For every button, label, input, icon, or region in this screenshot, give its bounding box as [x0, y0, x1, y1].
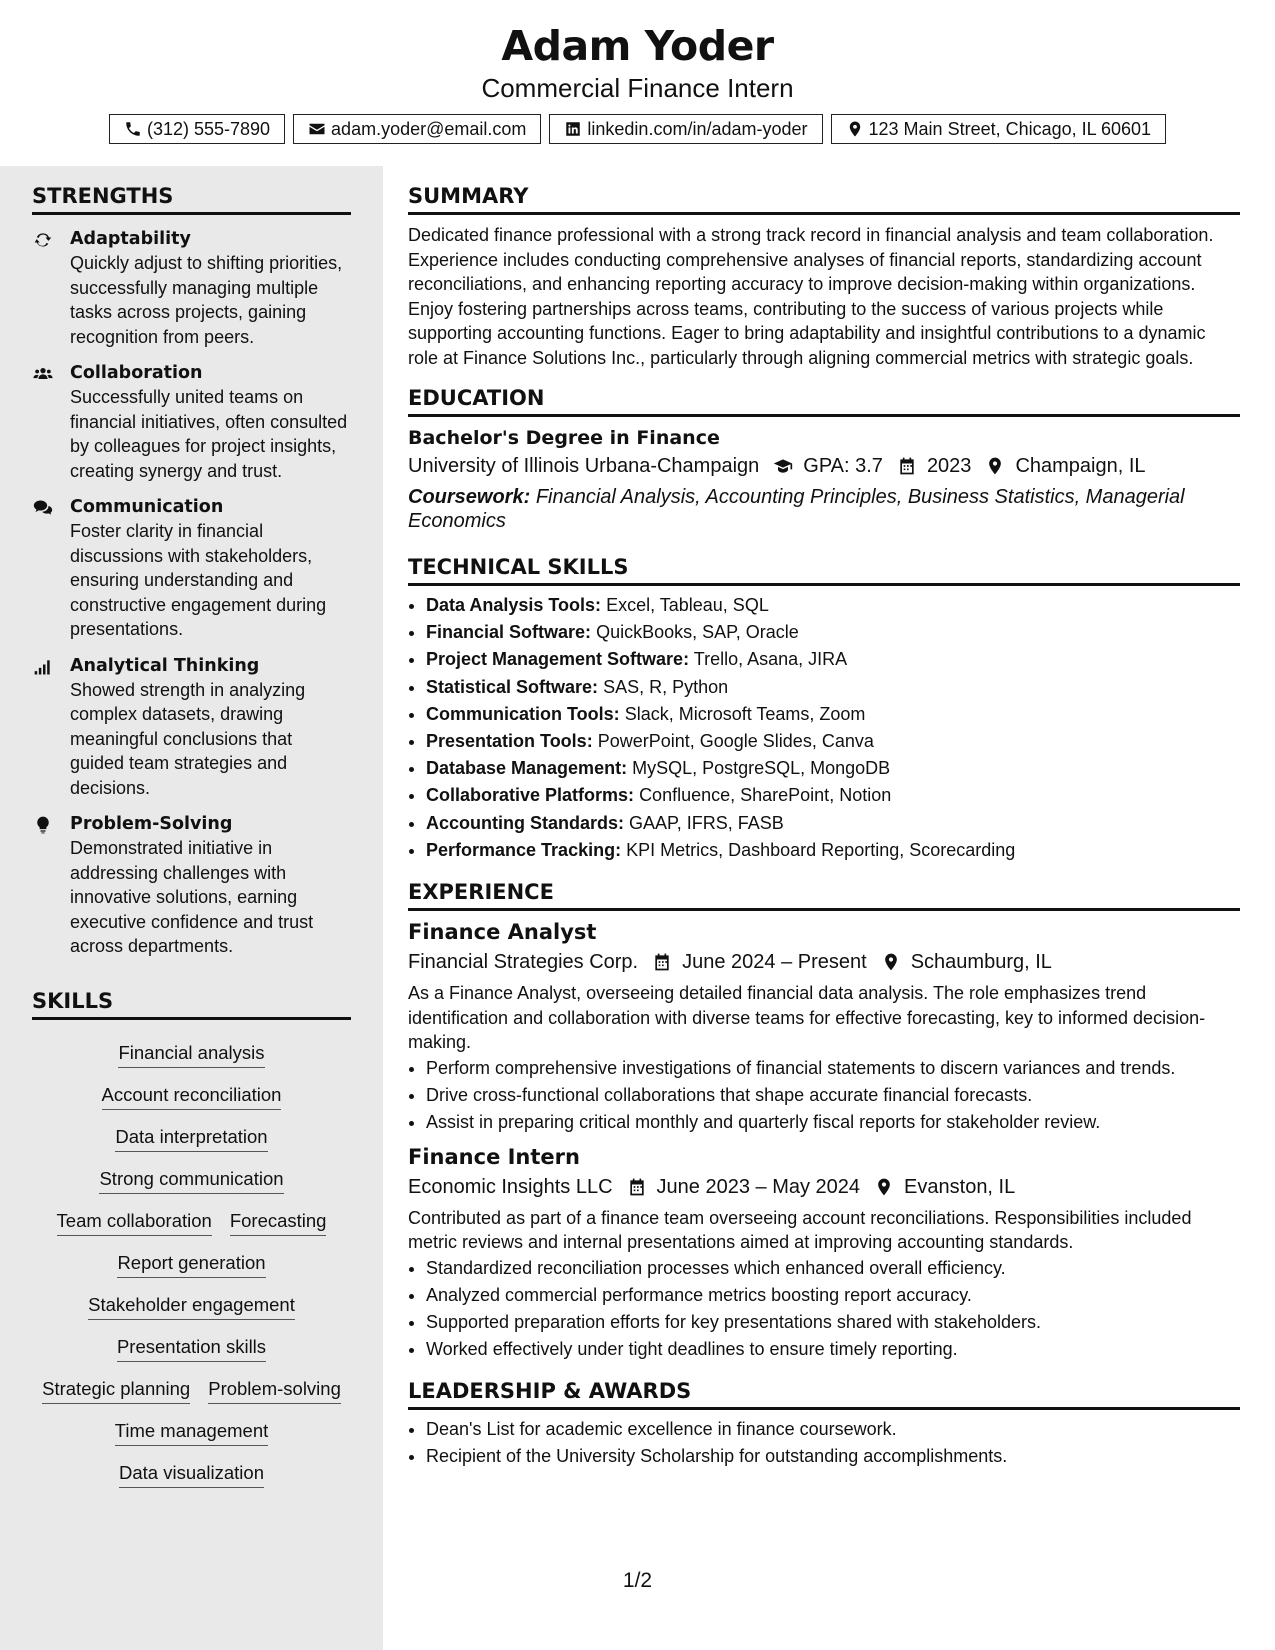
- skill-value: Trello, Asana, JIRA: [693, 649, 848, 670]
- job-title: Finance Analyst: [408, 920, 597, 945]
- address-text: 123 Main Street, Chicago, IL 60601: [868, 119, 1152, 139]
- skill-label: Financial Software:: [426, 622, 592, 643]
- strength-item: [32, 495, 351, 642]
- contact-address[interactable]: [831, 114, 1167, 144]
- list-item: • Supported preparation efforts for key presentations shared with stakeholders.: [426, 1309, 1240, 1336]
- refresh-icon: [32, 230, 54, 250]
- list-item: [426, 782, 1240, 809]
- skill-label: Data Analysis Tools:: [426, 595, 602, 615]
- strength-item: [32, 654, 351, 801]
- job-dates: June 2023 – May 2024: [656, 1175, 861, 1198]
- graduation-cap-icon: [773, 456, 793, 476]
- graduation-year: 2023: [926, 455, 972, 477]
- skill-value: GAAP, IFRS, FASB: [629, 812, 784, 833]
- list-item: [426, 646, 1240, 673]
- linkedin-icon: [564, 120, 582, 138]
- degree-title: Bachelor's Degree in Finance: [408, 427, 720, 449]
- skill-tag: Report generation: [117, 1250, 265, 1278]
- list-item: • Standardized reconciliation processes which enhanced overall efficiency.: [426, 1255, 1240, 1282]
- skill-value: MySQL, PostgreSQL, MongoDB: [632, 758, 891, 779]
- strength-item: [32, 227, 351, 349]
- strengths-heading: STRENGTHS: [32, 182, 351, 215]
- skill-label: Presentation Tools:: [426, 731, 593, 752]
- coursework: [408, 485, 1240, 533]
- list-item: [426, 810, 1240, 837]
- skill-label: Collaborative Platforms:: [426, 785, 635, 806]
- skill-value: SAS, R, Python: [603, 676, 729, 697]
- list-item: • Worked effectively under tight deadlines to ensure timely reporting.: [426, 1336, 1240, 1363]
- skill-tag: Problem-solving: [208, 1376, 341, 1404]
- coursework-label: Coursework:: [408, 486, 531, 508]
- skill-value: Slack, Microsoft Teams, Zoom: [624, 703, 866, 724]
- experience-heading: EXPERIENCE: [408, 878, 1240, 911]
- list-item: [426, 837, 1240, 864]
- list-item: [426, 674, 1240, 701]
- skill-label: Database Management:: [426, 758, 628, 779]
- candidate-title: Commercial Finance Intern: [481, 73, 794, 103]
- phone-text: (312) 555-7890: [146, 119, 271, 139]
- main-column: [408, 166, 1240, 1470]
- skill-value: Excel, Tableau, SQL: [606, 595, 769, 615]
- strength-title: Problem-Solving: [70, 814, 233, 834]
- list-item: • Dean's List for academic excellence in finance coursework.: [426, 1416, 1240, 1443]
- contact-bar: [0, 114, 1275, 144]
- skill-tag: Presentation skills: [117, 1334, 266, 1362]
- list-item: • Recipient of the University Scholarship for outstanding accomplishments.: [426, 1443, 1240, 1470]
- job-entry: [408, 1142, 1240, 1363]
- job-meta: [408, 1172, 1240, 1202]
- map-marker-icon: [881, 952, 901, 972]
- skill-tag: Stakeholder engagement: [88, 1292, 295, 1320]
- strength-desc: Showed strength in analyzing complex datasets, drawing meaningful conclusions that guided team strategies and decisions.: [70, 679, 306, 798]
- summary-text: Dedicated finance professional with a strong track record in financial analysis and team collaboration. Experience includes conducting comprehensive analyses of financial reports, standardizing account reconciliations, and enhancing reporting accuracy to improve decision-making within organizations. Enjoy fostering partnerships across teams, contributing to the success of various projects while supporting accounting functions. Eager to bring adaptability and insightful contributions to a dynamic role at Finance Solutions Inc., particularly through aligning commercial metrics with strategic goals.: [408, 225, 1214, 368]
- job-bullets: [408, 1255, 1240, 1363]
- strength-desc: Foster clarity in financial discussions with stakeholders, ensuring understanding and constructive engagement during presentations.: [70, 521, 327, 639]
- strength-desc: Quickly adjust to shifting priorities, successfully managing multiple tasks across projects, gaining recognition from peers.: [70, 253, 343, 347]
- school-location: Champaign, IL: [1015, 455, 1146, 477]
- skills-list: [32, 1028, 351, 1488]
- gpa: GPA: 3.7: [803, 455, 883, 477]
- envelope-icon: [308, 120, 326, 138]
- users-icon: [32, 364, 54, 384]
- strength-title: Adaptability: [70, 229, 191, 249]
- skill-label: Accounting Standards:: [426, 812, 625, 833]
- strength-title: Analytical Thinking: [70, 655, 260, 676]
- list-item: [426, 728, 1240, 755]
- page-number: 1/2: [622, 1569, 653, 1592]
- list-item: • Analyzed commercial performance metrics boosting report accuracy.: [426, 1282, 1240, 1309]
- comments-icon: [32, 498, 54, 518]
- linkedin-text: linkedin.com/in/adam-yoder: [587, 119, 808, 139]
- skill-tag: Financial analysis: [118, 1040, 264, 1068]
- strength-desc: Demonstrated initiative in addressing challenges with innovative solutions, earning executive confidence and trust across departments.: [70, 838, 314, 956]
- map-marker-icon: [846, 120, 864, 138]
- calendar-icon: [652, 952, 672, 972]
- contact-linkedin[interactable]: [549, 114, 822, 144]
- skill-tag: Forecasting: [230, 1208, 327, 1236]
- resume-header: [0, 0, 1275, 144]
- technical-skills-heading: TECHNICAL SKILLS: [408, 553, 1240, 586]
- skill-value: QuickBooks, SAP, Oracle: [596, 622, 799, 643]
- list-item: • Drive cross-functional collaborations that shape accurate financial forecasts.: [426, 1082, 1240, 1109]
- calendar-icon: [627, 1177, 647, 1197]
- skill-tag: Data visualization: [119, 1460, 264, 1488]
- education-meta: [408, 451, 1240, 481]
- job-location: Schaumburg, IL: [910, 951, 1052, 974]
- summary-heading: SUMMARY: [408, 182, 1240, 215]
- skill-tag: Time management: [115, 1418, 269, 1446]
- leadership-heading: LEADERSHIP & AWARDS: [408, 1377, 1240, 1410]
- school-name: University of Illinois Urbana-Champaign: [408, 455, 760, 477]
- contact-phone[interactable]: [109, 114, 285, 144]
- skill-tag: Account reconciliation: [102, 1082, 282, 1110]
- email-text: adam.yoder@email.com: [331, 119, 527, 139]
- list-item: [426, 619, 1240, 646]
- job-location: Evanston, IL: [904, 1175, 1016, 1198]
- job-title: Finance Intern: [408, 1144, 580, 1169]
- job-dates: June 2024 – Present: [682, 951, 867, 974]
- coursework-list: Financial Analysis, Accounting Principles, Business Statistics, Managerial Economics: [408, 486, 1185, 532]
- technical-skills-list: [408, 592, 1240, 864]
- lightbulb-icon: [32, 815, 54, 835]
- leadership-list: [408, 1416, 1240, 1470]
- company-name: Financial Strategies Corp.: [408, 951, 639, 974]
- job-meta: [408, 947, 1240, 977]
- candidate-name: Adam Yoder: [501, 22, 774, 70]
- skill-label: Performance Tracking:: [426, 839, 622, 860]
- sidebar: [0, 166, 383, 1650]
- job-bullets: [408, 1055, 1240, 1136]
- phone-icon: [124, 120, 142, 138]
- list-item: [426, 755, 1240, 782]
- skill-label: Communication Tools:: [426, 703, 620, 724]
- calendar-icon: [897, 456, 917, 476]
- skill-tag: Data interpretation: [115, 1124, 267, 1152]
- strength-title: Collaboration: [70, 363, 203, 383]
- list-item: • Assist in preparing critical monthly and quarterly fiscal reports for stakeholder review.: [426, 1109, 1240, 1136]
- list-item: [426, 701, 1240, 728]
- company-name: Economic Insights LLC: [408, 1175, 613, 1198]
- skill-label: Project Management Software:: [426, 649, 690, 670]
- skill-tag: Strategic planning: [42, 1376, 190, 1404]
- strength-item: [32, 361, 351, 483]
- skill-tag: Team collaboration: [57, 1208, 212, 1236]
- signal-icon: [32, 657, 54, 677]
- list-item: • Perform comprehensive investigations of financial statements to discern variances and trends.: [426, 1055, 1240, 1082]
- list-item: [426, 592, 1240, 619]
- job-description: Contributed as part of a finance team overseeing account reconciliations. Responsibilities included metric reviews and internal presentations aimed at improving accounting standards.: [408, 1207, 1192, 1253]
- strength-desc: Successfully united teams on financial initiatives, often consulted by colleagues for project insights, creating synergy and trust.: [70, 387, 348, 481]
- education-heading: EDUCATION: [408, 384, 1240, 417]
- skill-value: PowerPoint, Google Slides, Canva: [597, 731, 874, 752]
- job-description: As a Finance Analyst, overseeing detailed financial data analysis. The role emphasizes trend identification and collaboration with diverse teams for effective forecasting, key to informed decision-making.: [408, 983, 1206, 1053]
- contact-email[interactable]: [293, 114, 541, 144]
- skill-value: KPI Metrics, Dashboard Reporting, Scorecarding: [626, 839, 1016, 860]
- skill-value: Confluence, SharePoint, Notion: [639, 785, 892, 806]
- skill-tag: Strong communication: [99, 1166, 283, 1194]
- skill-label: Statistical Software:: [426, 676, 599, 697]
- map-marker-icon: [985, 456, 1005, 476]
- strength-item: [32, 812, 351, 959]
- strength-title: Communication: [70, 497, 224, 517]
- map-marker-icon: [874, 1177, 894, 1197]
- job-entry: [408, 917, 1240, 1136]
- skills-heading: SKILLS: [32, 987, 351, 1020]
